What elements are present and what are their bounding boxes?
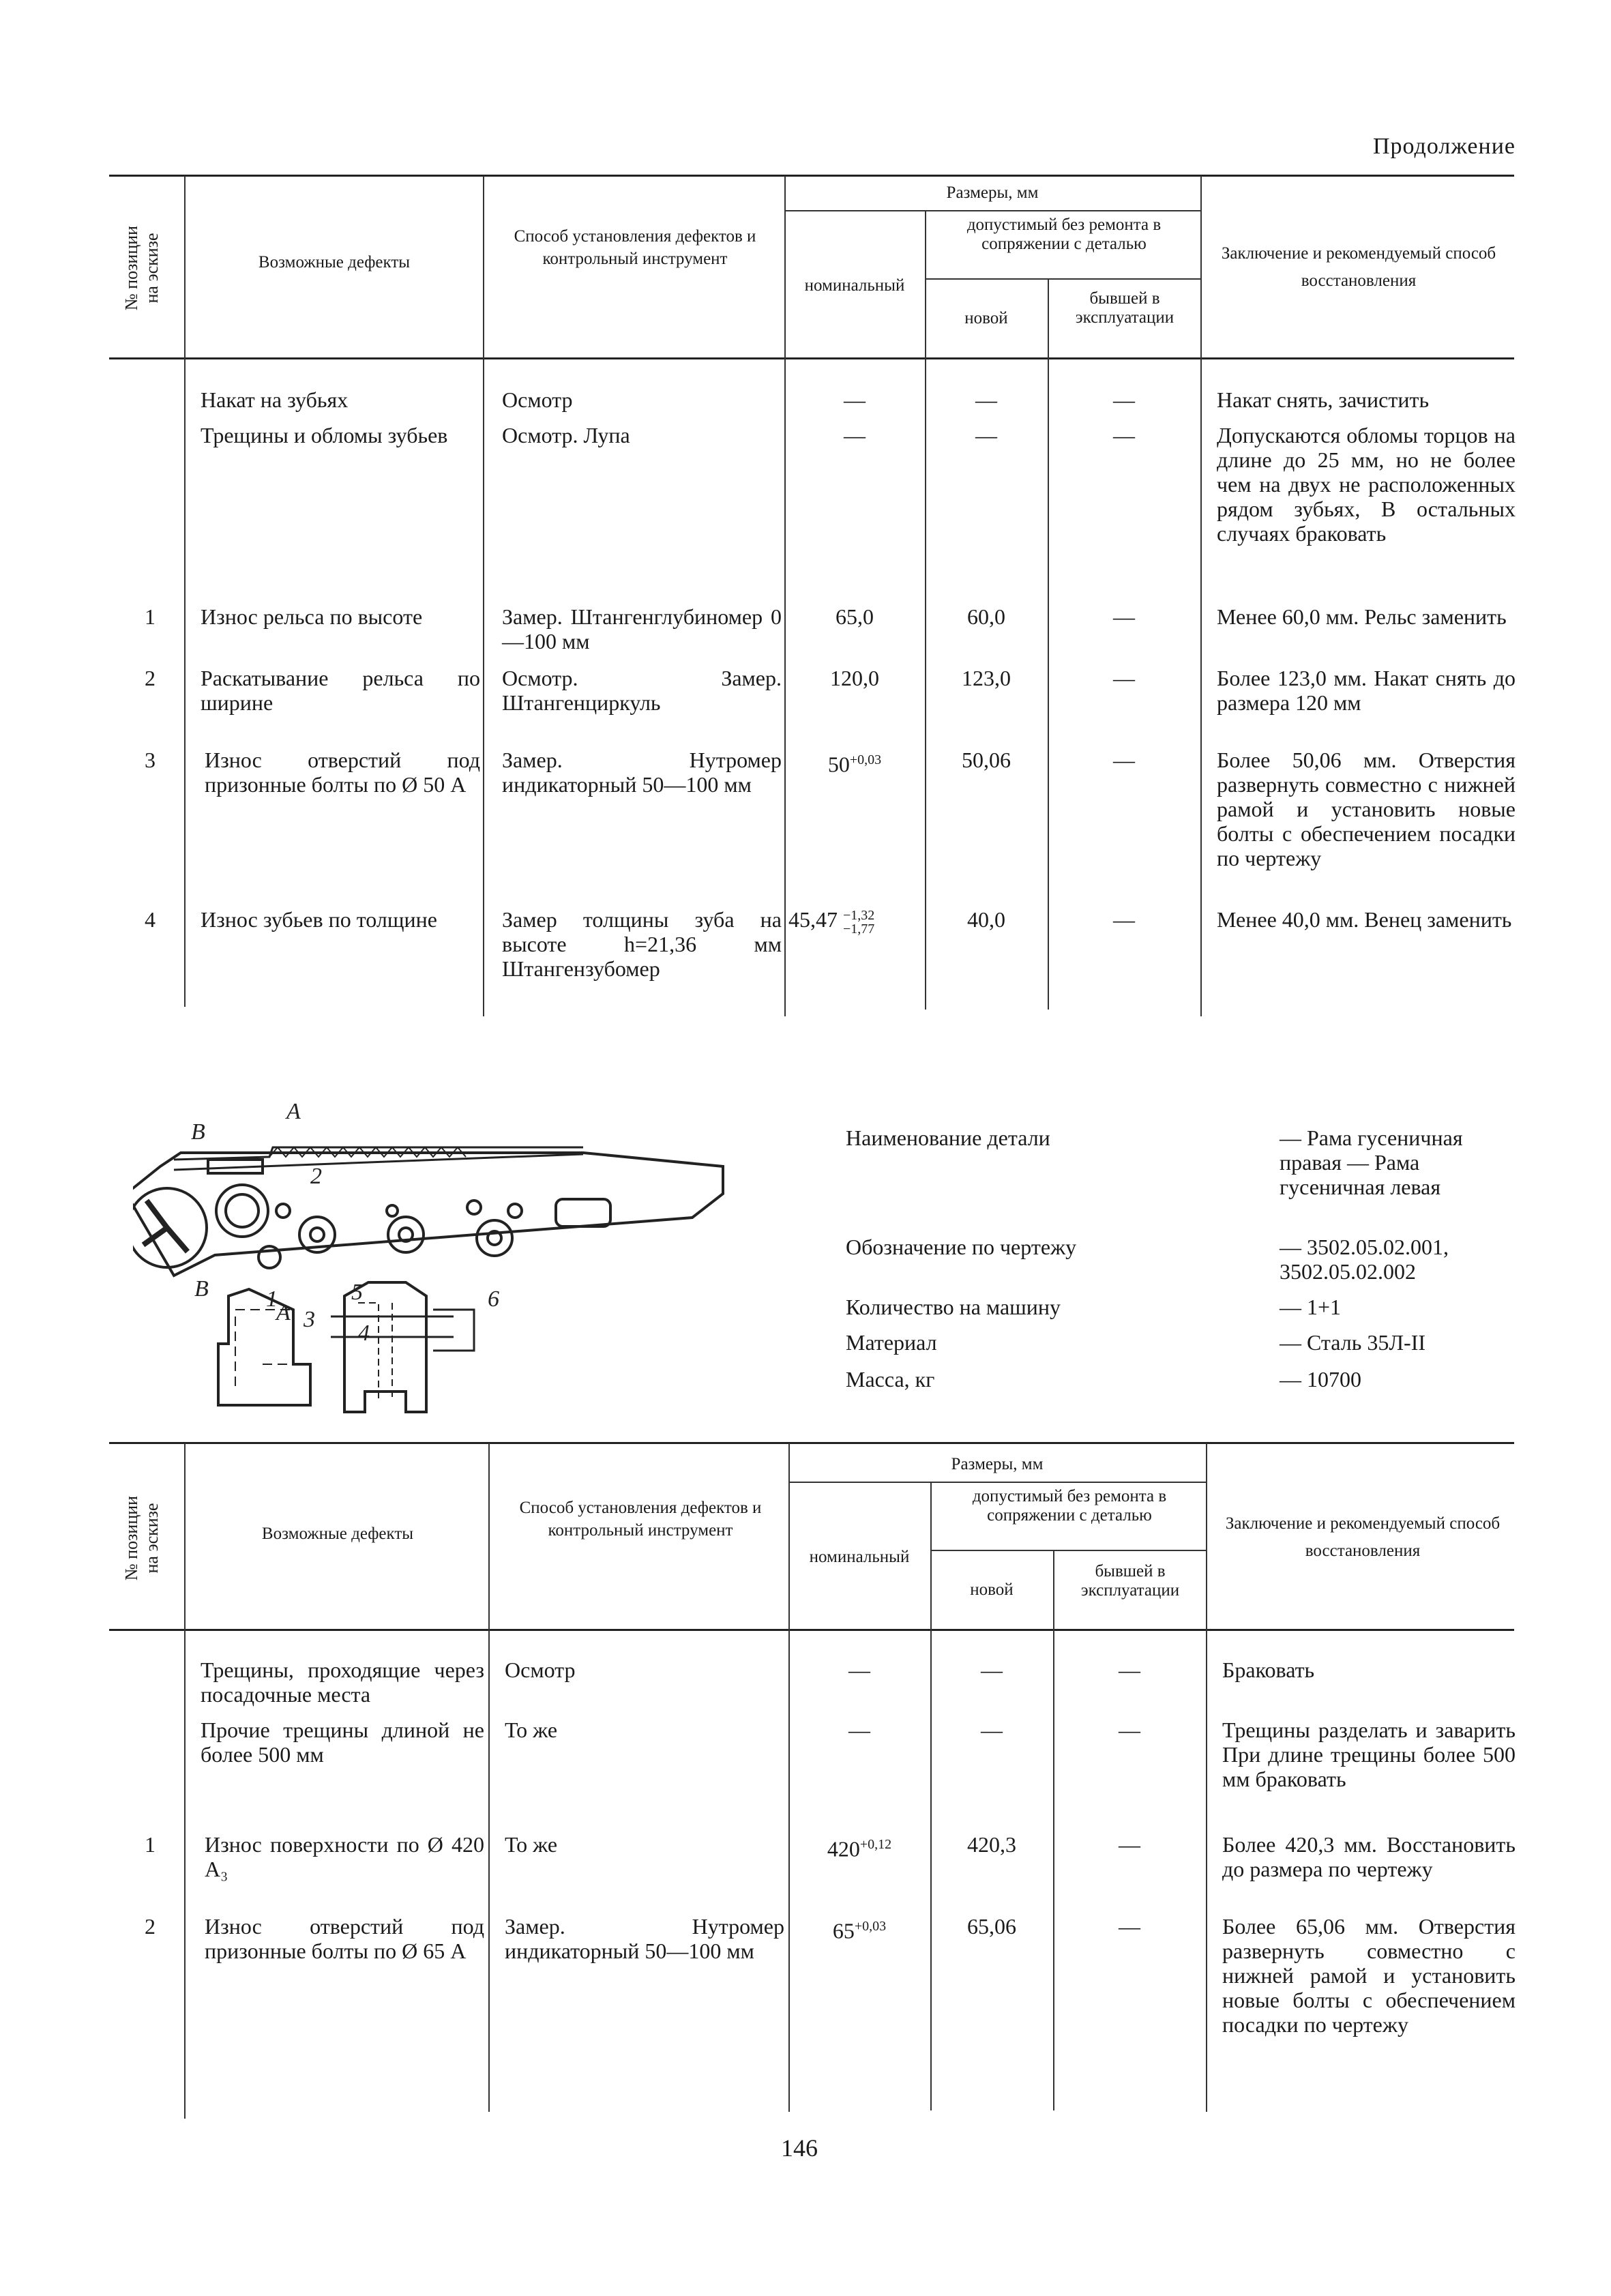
cell-conclusion: Допускаются обломы торцов на длине до 25 мм, но не более чем на двух не расположенных рядом зубьях, В остальных случаях браковать (1217, 423, 1516, 546)
header-pos-col: № позиции на эскизе (121, 1495, 162, 1581)
header-method: Способ установления дефектов и контрольный инструмент (519, 1499, 762, 1540)
header-nominal: номинальный (804, 276, 905, 295)
col-divider (1200, 176, 1202, 1016)
cell-used: — (1119, 1718, 1140, 1742)
col-divider (483, 176, 484, 1016)
cell-defect: Износ зубьев по толщине (201, 907, 437, 932)
header-used: бывшей в эксплуатации (1080, 1562, 1180, 1600)
defects-table-1 (109, 171, 1514, 1016)
header-defects: Возможные дефекты (261, 1525, 414, 1543)
cell-used: — (1113, 604, 1135, 629)
cell-conclusion: Более 123,0 мм. Накат снять до размера 120 мм (1217, 666, 1516, 715)
cell-defect: Трещины, проходящие через посадочные места (201, 1658, 484, 1707)
header-sizes: Размеры, мм (946, 183, 1039, 202)
cell-method: Замер. Нутромер индикаторный 50—100 мм (505, 1914, 784, 1963)
cell-method: Осмотр (505, 1658, 576, 1682)
header-defects: Возможные дефекты (258, 253, 411, 271)
cell-new: — (975, 423, 997, 447)
header-pos-col: № позиции на эскизе (121, 225, 162, 311)
cell-defect: Износ отверстий под призонные болты по Ø 50 А (205, 748, 480, 797)
allowed-subrule (925, 278, 1200, 280)
table-top-rule (109, 175, 1514, 177)
cell-nominal: 45,47 −1,32 −1,77 (788, 907, 875, 937)
cell-pos: 3 (145, 748, 156, 772)
cell-conclusion: Более 65,06 мм. Отверстия развернуть совместно с нижней рамой и установить новые болты с обеспечением посадки по чертежу (1222, 1914, 1516, 2037)
cell-method: Осмотр. Лупа (502, 423, 630, 447)
cell-method: Замер толщины зуба на высоте h=21,36 мм Штангензубомер (502, 907, 782, 981)
cell-nominal: $65^{+0,03}$ (832, 1918, 887, 1943)
cell-new: 40,0 (967, 907, 1005, 932)
header-conclusion: Заключение и рекомендуемый способ восстановления (1221, 244, 1496, 290)
cell-conclusion: Более 420,3 мм. Восстановить до размера по чертежу (1222, 1832, 1516, 1881)
cell-nominal: 65,0 (836, 604, 874, 629)
cell-new: 420,3 (967, 1832, 1016, 1857)
cell-method: Замер. Штангенглубиномер 0—100 мм (502, 604, 782, 653)
cell-new: — (981, 1658, 1003, 1682)
header-new: новой (964, 309, 1008, 327)
cell-conclusion: Менее 60,0 мм. Рельс заменить (1217, 604, 1507, 629)
allowed-subrule (930, 1550, 1206, 1551)
cell-new: — (981, 1718, 1003, 1742)
cell-used: — (1113, 387, 1135, 412)
cell-method: Замер. Нутромер индикаторный 50—100 мм (502, 748, 782, 797)
cell-nominal: — (844, 423, 866, 447)
cell-method: То же (505, 1832, 558, 1857)
header-bottom-rule (109, 357, 1514, 359)
cell-used: — (1119, 1658, 1140, 1682)
cell-used: — (1119, 1914, 1140, 1939)
defects-table-2 (109, 1438, 1514, 2120)
cell-used: — (1113, 907, 1135, 932)
sizes-subrule (788, 1482, 1206, 1483)
cell-defect: Износ поверхности по Ø 420 А₃ (205, 1832, 484, 1881)
col-divider (184, 1443, 186, 2119)
label-b-bottom: В (194, 1276, 209, 1301)
info-label: Обозначение по чертежу (846, 1235, 1077, 1259)
cell-conclusion: Накат снять, зачистить (1217, 387, 1430, 412)
label-6: 6 (488, 1286, 499, 1312)
info-label: Наименование детали (846, 1125, 1050, 1150)
label-b-top: В (191, 1119, 205, 1145)
cell-new: 60,0 (967, 604, 1005, 629)
cell-nominal: 120,0 (830, 666, 879, 690)
info-value: — 1+1 (1280, 1295, 1342, 1319)
page-number: 146 (781, 2134, 818, 2162)
cell-used: — (1119, 1832, 1140, 1857)
info-value: — 3502.05.02.001, 3502.05.02.002 (1280, 1235, 1449, 1284)
cell-pos: 2 (145, 1914, 156, 1939)
label-4: 4 (358, 1321, 370, 1346)
col-divider (930, 1483, 932, 2110)
cell-defect: Износ отверстий под призонные болты по Ø 65 А (205, 1914, 484, 1963)
cell-conclusion: Менее 40,0 мм. Венец заменить (1217, 907, 1512, 932)
header-method: Способ установления дефектов и контрольный инструмент (514, 227, 756, 268)
table-top-rule (109, 1442, 1514, 1444)
cell-method: То же (505, 1718, 558, 1742)
cell-nominal: — (844, 387, 866, 412)
cell-used: — (1113, 666, 1135, 690)
cell-nominal: — (848, 1658, 870, 1682)
cell-new: 65,06 (967, 1914, 1016, 1939)
info-value: — Сталь 35Л-II (1280, 1330, 1426, 1355)
info-value: — Рама гусеничная правая — Рама гусеничная левая (1280, 1125, 1463, 1199)
header-bottom-rule (109, 1629, 1514, 1631)
cell-used: — (1113, 423, 1135, 447)
header-nominal: номинальный (809, 1548, 910, 1566)
cell-defect: Трещины и обломы зубьев (201, 423, 448, 447)
cell-new: — (975, 387, 997, 412)
cell-conclusion: Более 50,06 мм. Отверстия развернуть совместно с нижней рамой и установить новые болты с обеспечением посадки по чертежу (1217, 748, 1516, 870)
col-divider (1053, 1551, 1054, 2110)
label-3: 3 (304, 1307, 315, 1332)
cell-defect: Прочие трещины длиной не более 500 мм (201, 1718, 484, 1767)
label-5: 5 (351, 1280, 363, 1305)
cell-defect: Раскатывание рельса по ширине (201, 666, 480, 715)
header-allowed: допустимый без ремонта в сопряжении с деталью (972, 1487, 1167, 1525)
cell-used: — (1113, 748, 1135, 772)
col-divider (1206, 1443, 1207, 2112)
table-row: Накат на зубьях (201, 387, 349, 412)
cell-new: 123,0 (962, 666, 1011, 690)
track-frame-drawing (133, 1091, 747, 1419)
label-a-top: А (286, 1099, 301, 1124)
header-new: новой (970, 1580, 1014, 1599)
col-divider (488, 1443, 490, 2112)
cell-conclusion: Браковать (1222, 1658, 1315, 1682)
continuation-label: Продолжение (1372, 134, 1516, 159)
cell-pos: 1 (145, 604, 156, 629)
header-allowed: допустимый без ремонта в сопряжении с деталью (966, 216, 1162, 253)
cell-defect: Износ рельса по высоте (201, 604, 423, 629)
cell-conclusion: Трещины разделать и заварить При длине трещины более 500 мм браковать (1222, 1718, 1516, 1791)
col-divider (784, 176, 786, 1016)
col-divider (184, 176, 186, 1007)
cell-nominal: $420^{+0,12}$ (827, 1836, 892, 1861)
cell-method: Осмотр (502, 387, 573, 412)
label-1: 1 (266, 1286, 278, 1312)
cell-nominal: $50^{+0,03}$ (827, 752, 882, 777)
label-2: 2 (310, 1164, 322, 1189)
cell-pos: 1 (145, 1832, 156, 1857)
cell-nominal: — (848, 1718, 870, 1742)
info-label: Количество на машину (846, 1295, 1061, 1319)
cell-method: Осмотр. Замер. Штангенциркуль (502, 666, 782, 715)
col-divider (788, 1443, 790, 2112)
cell-new: 50,06 (962, 748, 1011, 772)
sizes-subrule (784, 210, 1200, 211)
cell-pos: 4 (145, 907, 156, 932)
header-used: бывшей в эксплуатации (1075, 289, 1174, 327)
label-a-bottom: А (276, 1300, 291, 1325)
cell-pos: 2 (145, 666, 156, 690)
info-value: — 10700 (1280, 1367, 1361, 1392)
header-sizes: Размеры, мм (951, 1455, 1044, 1473)
header-conclusion: Заключение и рекомендуемый способ восстановления (1225, 1514, 1501, 1560)
info-label: Материал (846, 1330, 937, 1355)
info-label: Масса, кг (846, 1367, 935, 1392)
